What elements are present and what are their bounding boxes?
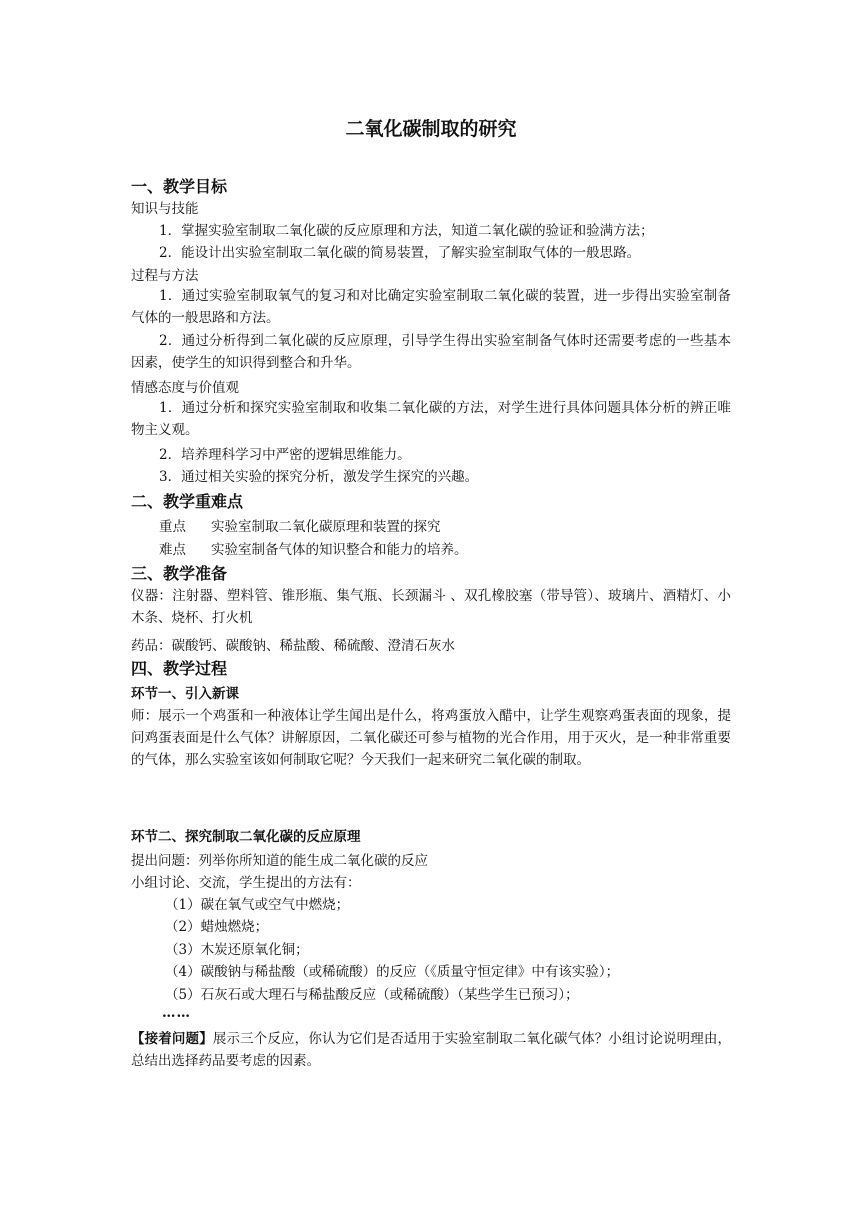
goal-process-1: 1．通过实验室制取氧气的复习和对比确定实验室制取二氧化碳的装置，进一步得出实验室制备气体的一般思路和方法。 — [131, 288, 731, 326]
goal-knowledge-2: 2．能设计出实验室制取二氧化碳的简易装置，了解实验室制取气体的一般思路。 — [159, 245, 641, 261]
next-question-label: 【接着问题】 — [131, 1031, 213, 1047]
next-question-paragraph — [131, 1028, 731, 1072]
method-item-3: （3）木炭还原氧化铜； — [165, 942, 309, 958]
subheading-process: 过程与方法 — [131, 268, 199, 284]
section-heading-goals: 一、教学目标 — [131, 177, 228, 196]
difficult-point-label: 难点 — [159, 542, 186, 558]
key-point-text: 实验室制取二氧化碳原理和装置的探究 — [211, 519, 441, 535]
difficult-point-text: 实验室制备气体的知识整合和能力的培养。 — [211, 542, 468, 558]
subheading-knowledge: 知识与技能 — [131, 201, 199, 217]
section-heading-preparation: 三、教学准备 — [131, 564, 228, 583]
next-question-text: 展示三个反应，你认为它们是否适用于实验室制取二氧化碳气体？小组讨论说明理由，总结出选择药品要考虑的因素。 — [131, 1031, 732, 1069]
method-item-4: （4）碳酸钠与稀盐酸（或稀硫酸）的反应（《质量守恒定律》中有该实验）； — [165, 964, 620, 980]
goal-attitude-3: 3．通过相关实验的探究分析，激发学生探究的兴趣。 — [159, 469, 479, 485]
key-point-label: 重点 — [159, 519, 186, 535]
method-item-5: （5）石灰石或大理石与稀盐酸反应（或稀硫酸）（某些学生已预习）； — [165, 987, 579, 1003]
step2-heading: 环节二、探究制取二氧化碳的反应原理 — [131, 829, 361, 845]
drugs-list: 药品：碳酸钙、碳酸钠、稀盐酸、稀硫酸、澄清石灰水 — [131, 638, 455, 654]
section-heading-process: 四、教学过程 — [131, 659, 228, 678]
discussion-intro: 小组讨论、交流，学生提出的方法有： — [131, 875, 361, 891]
method-item-2: （2）蜡烛燃烧； — [165, 919, 269, 935]
goal-attitude-1: 1．通过分析和探究实验室制取和收集二氧化碳的方法，对学生进行具体问题具体分析的辨正唯物主义观。 — [131, 400, 731, 438]
subheading-attitude: 情感态度与价值观 — [131, 380, 239, 396]
goal-knowledge-1: 1．掌握实验室制取二氧化碳的反应原理和方法，知道二氧化碳的验证和验满方法； — [159, 223, 654, 239]
instruments-list: 仪器：注射器、塑料管、锥形瓶、集气瓶、长颈漏斗 、双孔橡胶塞（带导管）、玻璃片、酒精灯、小木条、烧杯、打火机 — [131, 588, 731, 626]
step1-heading: 环节一、引入新课 — [131, 686, 239, 702]
ellipsis: …… — [162, 1005, 191, 1021]
document-title: 二氧化碳制取的研究 — [345, 118, 517, 140]
difficult-point-row — [159, 538, 468, 558]
section-heading-key-points: 二、教学重难点 — [131, 492, 244, 511]
goal-attitude-2: 2．培养理科学习中严密的逻辑思维能力。 — [159, 447, 411, 463]
goal-process-2: 2．通过分析得到二氧化碳的反应原理，引导学生得出实验室制备气体时还需要考虑的一些基本因素，使学生的知识得到整合和升华。 — [131, 333, 731, 371]
step1-paragraph: 师：展示一个鸡蛋和一种液体让学生闻出是什么，将鸡蛋放入醋中，让学生观察鸡蛋表面的现象，提问鸡蛋表面是什么气体？讲解原因，二氧化碳还可参与植物的光合作用，用于灭火，是一种非常重要的气体，那么实验室该如何制取它呢？今天我们一起来研究二氧化碳的制取。 — [131, 708, 731, 768]
method-item-1: （1）碳在氧气或空气中燃烧； — [165, 897, 350, 913]
question-prompt: 提出问题：列举你所知道的能生成二氧化碳的反应 — [131, 853, 428, 869]
key-point-row — [159, 515, 441, 535]
